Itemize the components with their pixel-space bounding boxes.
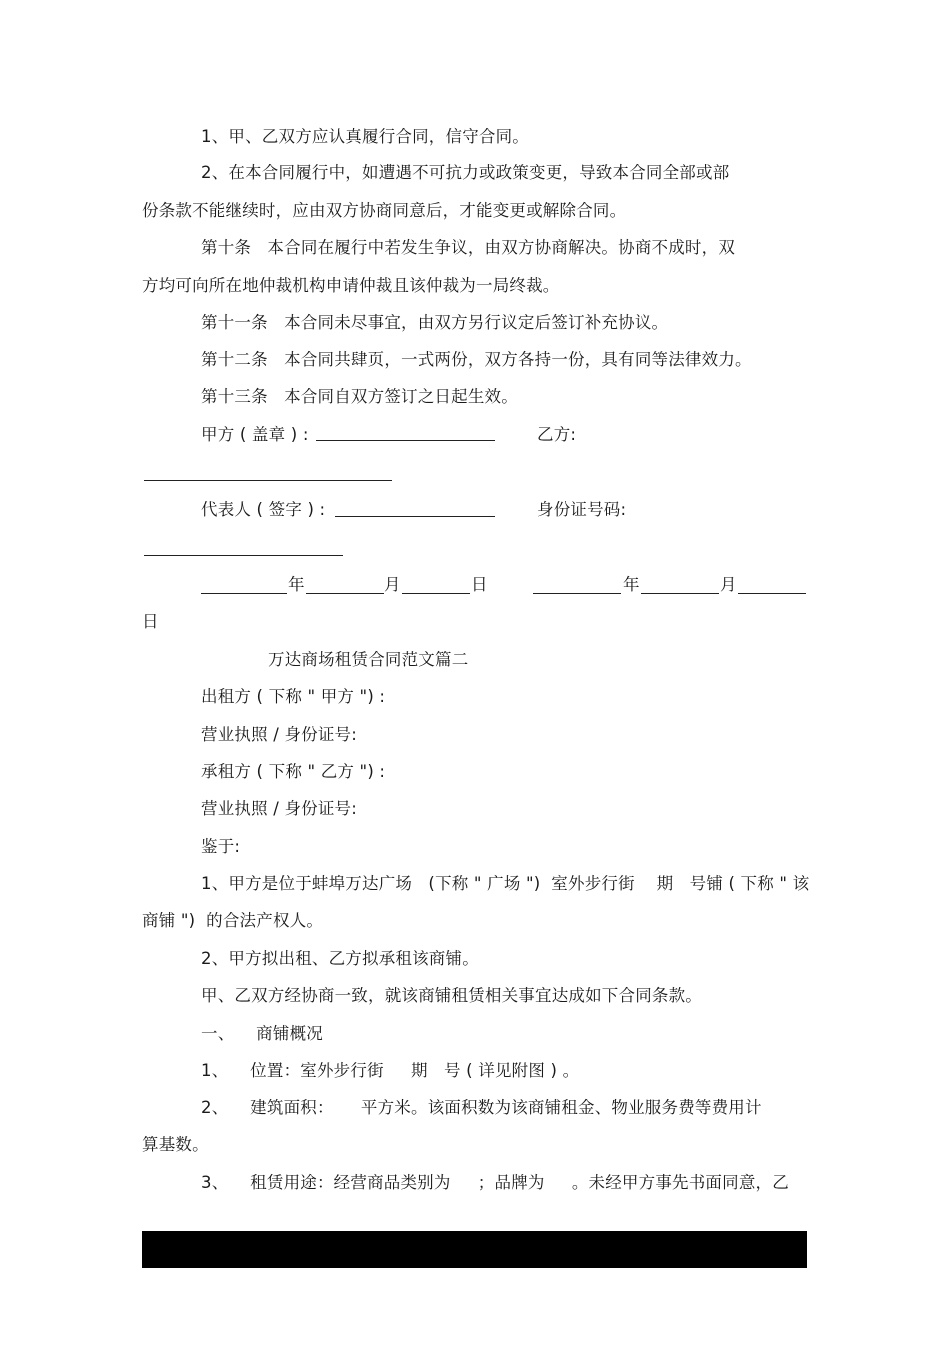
date-blank (641, 593, 719, 594)
clause-line: 第十三条 本合同自双方签订之日起生效。 (201, 387, 518, 406)
month-label: 月 (720, 575, 737, 594)
date-blank (738, 593, 806, 594)
date-blank (402, 593, 470, 594)
date-blank (533, 593, 621, 594)
day-label: 日 (471, 575, 488, 594)
contract-line: 营业执照 / 身份证号: (201, 725, 358, 744)
clause-line: 第十条 本合同在履行中若发生争议，由双方协商解决。协商不成时，双 (201, 238, 736, 257)
contract-line: 甲、乙双方经协商一致，就该商铺租赁相关事宜达成如下合同条款。 (201, 986, 702, 1005)
date-blank (306, 593, 384, 594)
contract-line: 承租方 ( 下称 " 乙方 ") : (201, 762, 386, 781)
clause-line: 1、甲、乙双方应认真履行合同，信守合同。 (201, 127, 529, 146)
year-label: 年 (288, 575, 305, 594)
contract-line: 3、 租赁用途：经营商品类别为 ；品牌为 。未经甲方事先书面同意，乙 (201, 1173, 789, 1192)
clause-line: 份条款不能继续时，应由双方协商同意后，才能变更或解除合同。 (142, 201, 627, 220)
clause-line: 方均可向所在地仲裁机构申请仲裁且该仲裁为一局终裁。 (142, 276, 560, 295)
contract-line: 鉴于: (201, 837, 241, 856)
contract-line: 商铺 ") 的合法产权人。 (142, 911, 324, 930)
footer-black-bar (142, 1231, 807, 1268)
year-label: 年 (623, 575, 640, 594)
contract-line: 2、甲方拟出租、乙方拟承租该商铺。 (201, 949, 479, 968)
contract-line: 1、甲方是位于蚌埠万达广场 (下称 " 广场 ") 室外步行街 期 号铺 ( 下称 " 该 (201, 874, 810, 893)
month-label: 月 (384, 575, 401, 594)
representative-label: 代表人 ( 签字 ) : (201, 500, 326, 519)
id-number-label: 身份证号码: (537, 500, 627, 519)
section-heading: 一、 商铺概况 (201, 1024, 323, 1043)
party-a-label: 甲方 ( 盖章 ) : (201, 425, 309, 444)
contract-line: 1、 位置：室外步行街 期 号 ( 详见附图 ) 。 (201, 1061, 580, 1080)
contract-line: 算基数。 (142, 1135, 209, 1154)
clause-line: 第十二条 本合同共肆页，一式两份，双方各持一份，具有同等法律效力。 (201, 350, 752, 369)
id-number-blank (144, 555, 343, 556)
representative-blank (335, 516, 495, 517)
day-label: 日 (142, 612, 159, 631)
clause-line: 第十一条 本合同未尽事宜，由双方另行议定后签订补充协议。 (201, 313, 669, 332)
contract-line: 营业执照 / 身份证号: (201, 799, 358, 818)
clause-line: 2、在本合同履行中，如遭遇不可抗力或政策变更，导致本合同全部或部 (201, 163, 730, 182)
contract-line: 出租方 ( 下称 " 甲方 ") : (201, 687, 386, 706)
contract-line: 2、 建筑面积： 平方米。该面积数为该商铺租金、物业服务费等费用计 (201, 1098, 762, 1117)
party-b-blank (144, 480, 392, 481)
section-title: 万达商场租赁合同范文篇二 (268, 650, 469, 669)
party-b-label: 乙方: (537, 425, 577, 444)
date-blank (201, 593, 287, 594)
party-a-blank (316, 440, 495, 441)
